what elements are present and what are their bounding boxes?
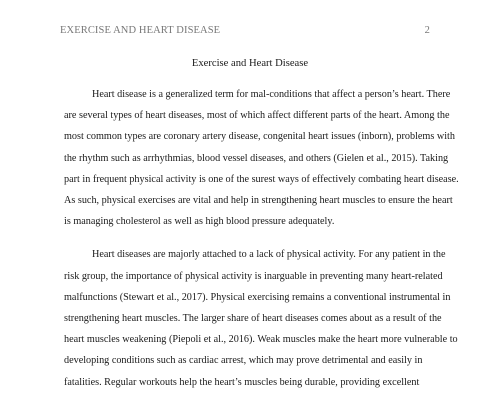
paragraph-line: fatalities. Regular workouts help the heart’s muscles being durable, providing excellent bbox=[64, 376, 420, 388]
paragraph-line: part in frequent physical activity is one of the surest ways of effectively combating heart disease. bbox=[64, 173, 459, 185]
paragraph-line: is managing cholesterol as well as high blood pressure adequately. bbox=[64, 216, 335, 228]
paragraph-line: strengthening heart muscles. The larger share of heart diseases comes about as a result of the bbox=[64, 313, 442, 325]
paragraph-line: risk group, the importance of physical activity is inarguable in preventing many heart-related bbox=[64, 270, 443, 282]
document-title: Exercise and Heart Disease bbox=[191, 58, 309, 69]
paragraph-1 bbox=[64, 84, 459, 232]
running-header bbox=[60, 25, 430, 36]
paragraph-line: developing conditions such as cardiac arrest, which may prove detrimental and easily in bbox=[64, 355, 423, 367]
paragraph-line: Heart disease is a generalized term for mal-conditions that affect a person’s heart. There bbox=[92, 89, 451, 100]
document-body bbox=[64, 84, 459, 393]
running-head-title: EXERCISE AND HEART DISEASE bbox=[60, 25, 221, 36]
page-number: 2 bbox=[424, 25, 430, 36]
paragraph-2 bbox=[64, 244, 458, 392]
paragraph-line: heart muscles weakening (Piepoli et al., 2016). Weak muscles make the heart more vulnerable to bbox=[64, 334, 458, 346]
paragraph-line: most common types are coronary artery disease, congenital heart issues (inborn), problems with bbox=[64, 131, 455, 143]
paragraph-line: are several types of heart diseases, most of which affect different parts of the heart. Among the bbox=[64, 110, 450, 122]
paragraph-line: As such, physical exercises are vital and help in strengthening heart muscles to ensure the heart bbox=[64, 195, 453, 207]
paragraph-line: the rhythm such as arrhythmias, blood vessel diseases, and others (Gielen et al., 2015). Taking bbox=[64, 152, 449, 164]
paragraph-line: malfunctions (Stewart et al., 2017). Physical exercising remains a conventional instrumental in bbox=[64, 291, 451, 303]
paragraph-line: Heart diseases are majorly attached to a lack of physical activity. For any patient in the bbox=[92, 249, 446, 261]
